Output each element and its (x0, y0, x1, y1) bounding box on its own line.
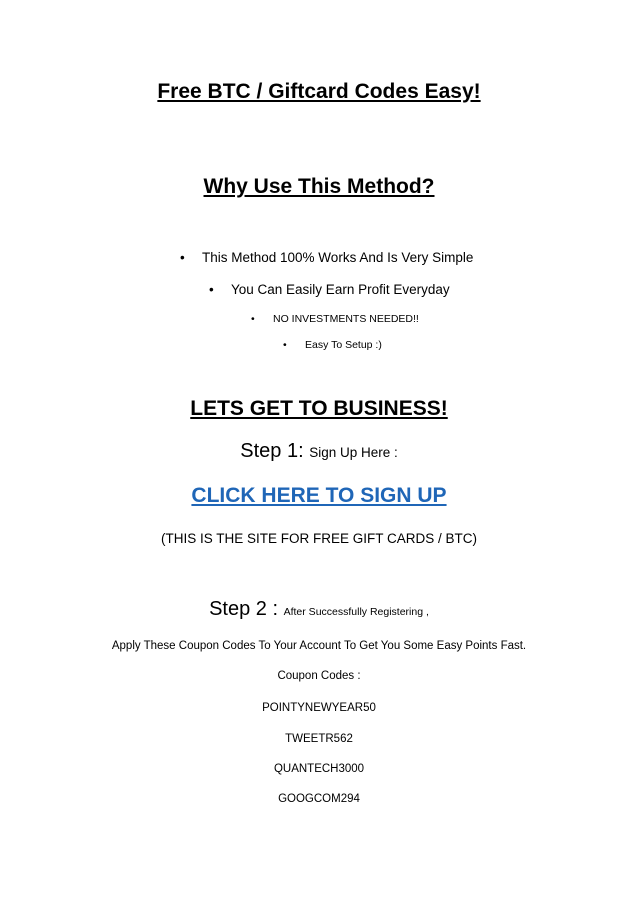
bullet-item (283, 339, 382, 351)
coupon-code: GOOGCOM294 (278, 793, 360, 805)
step-1-text: Sign Up Here : (309, 445, 398, 460)
bullet-icon: • (209, 282, 214, 297)
signup-link[interactable]: CLICK HERE TO SIGN UP (191, 484, 447, 507)
business-heading: LETS GET TO BUSINESS! (190, 397, 448, 420)
bullet-text: This Method 100% Works And Is Very Simple (202, 250, 474, 265)
step-1-label: Step 1: (240, 440, 304, 462)
site-note: (THIS IS THE SITE FOR FREE GIFT CARDS / BTC) (160, 531, 478, 546)
bullet-item (209, 282, 450, 297)
step-2 (0, 598, 638, 621)
bullet-item (251, 313, 419, 325)
coupon-code: POINTYNEWYEAR50 (262, 702, 376, 714)
step-2-label: Step 2 : (209, 598, 279, 620)
bullet-text: You Can Easily Earn Profit Everyday (231, 282, 450, 297)
page-title: Free BTC / Giftcard Codes Easy! (157, 80, 481, 103)
step-2-text: After Successfully Registering , (283, 606, 429, 618)
bullet-item (180, 250, 473, 265)
bullet-icon: • (251, 313, 255, 325)
step-1 (0, 440, 638, 463)
bullet-text: Easy To Setup :) (305, 339, 382, 351)
apply-instructions: Apply These Coupon Codes To Your Account To Get You Some Easy Points Fast. (111, 640, 527, 652)
coupon-code: TWEETR562 (285, 733, 353, 745)
coupon-codes-label: Coupon Codes : (277, 670, 361, 682)
bullet-icon: • (283, 339, 287, 351)
bullet-text: NO INVESTMENTS NEEDED!! (273, 313, 419, 325)
bullet-icon: • (180, 250, 185, 265)
coupon-code: QUANTECH3000 (273, 763, 365, 775)
why-heading: Why Use This Method? (203, 175, 435, 198)
